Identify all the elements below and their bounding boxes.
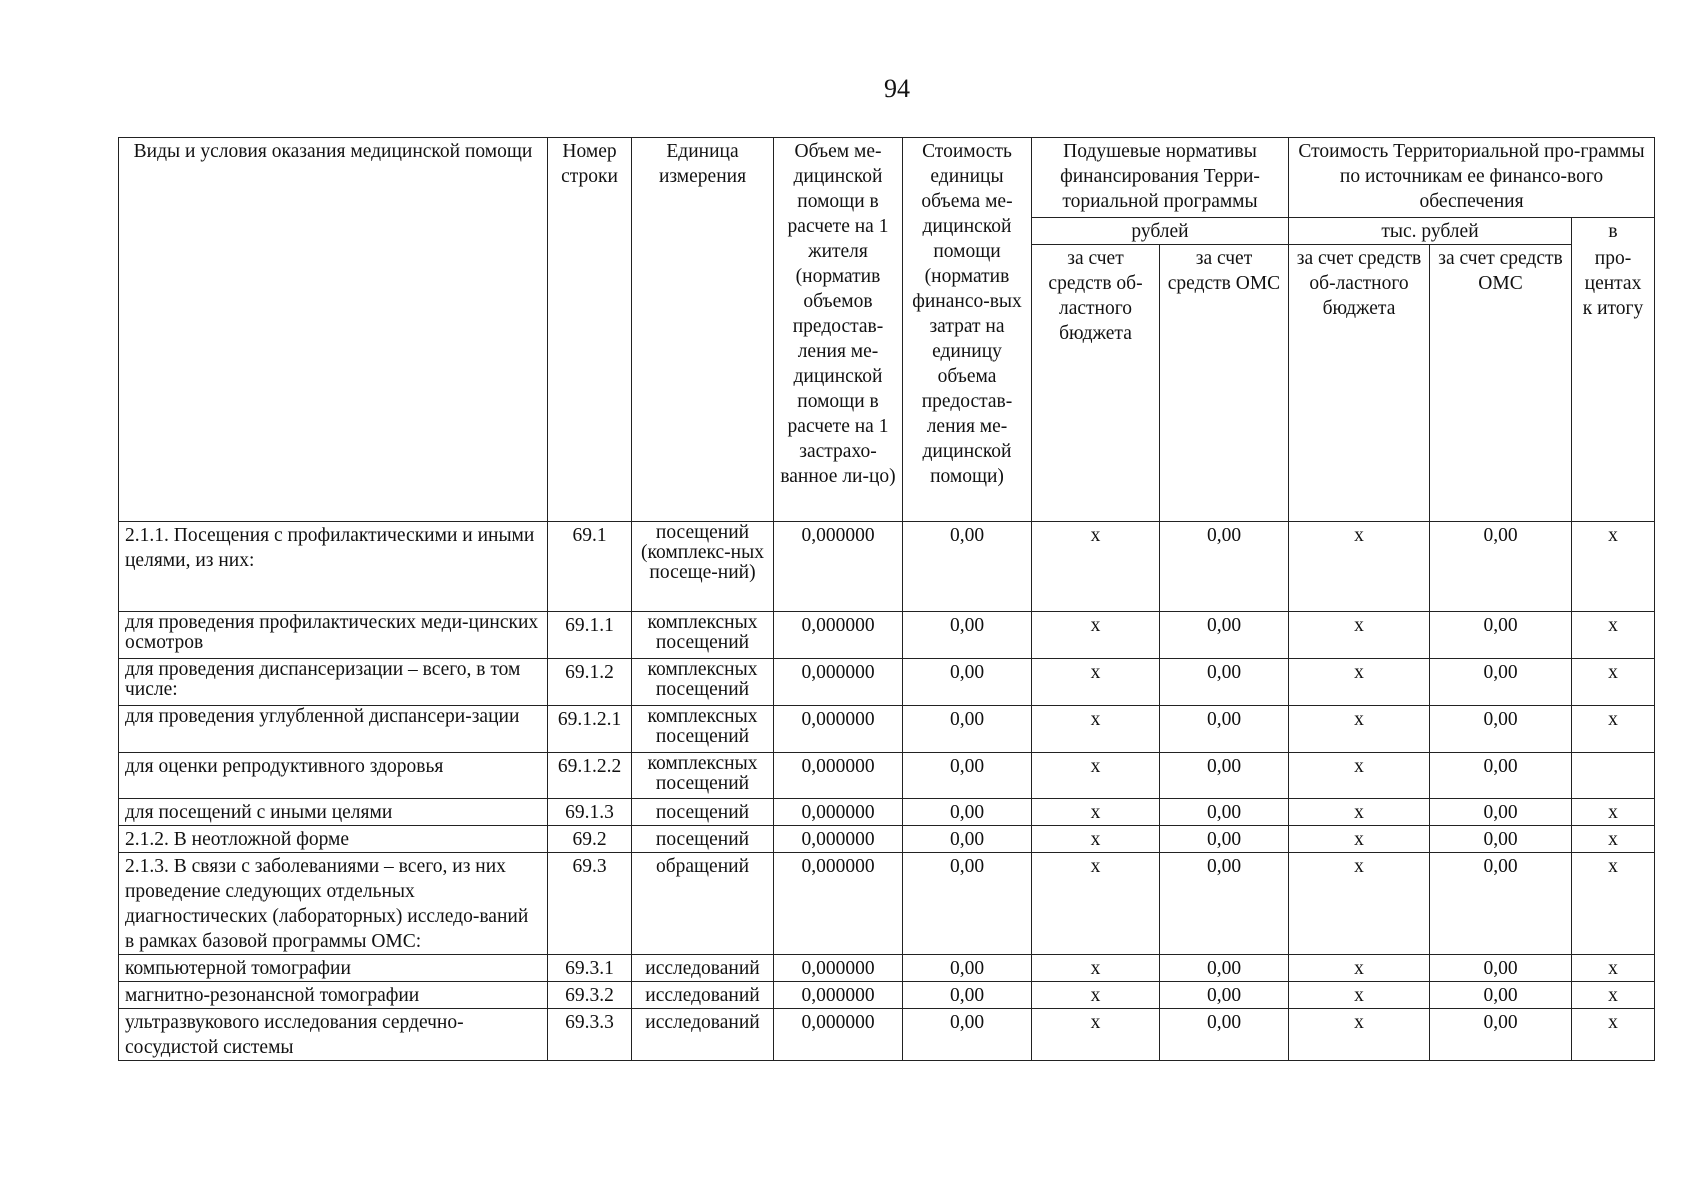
row-oms-norm: 0,00 [1160, 982, 1289, 1009]
table-row [119, 706, 1655, 753]
row-cost: 0,00 [903, 753, 1032, 799]
header-unit: Единица измерения [632, 138, 774, 522]
row-name: компьютерной томографии [119, 955, 548, 982]
table-row [119, 799, 1655, 826]
row-oms-norm: 0,00 [1160, 522, 1289, 612]
row-oms-norm: 0,00 [1160, 612, 1289, 659]
row-unit: исследований [632, 955, 774, 982]
row-volume: 0,000000 [774, 753, 903, 799]
row-regional-norm: х [1032, 612, 1160, 659]
row-number: 69.3.1 [548, 955, 632, 982]
row-regional-norm: х [1032, 706, 1160, 753]
row-percent: х [1572, 706, 1655, 753]
header-regional-budget-norm: за счет средств об-ластного бюджета [1032, 245, 1160, 522]
row-name: ультразвукового исследования сердечно-сосудистой системы [119, 1009, 548, 1061]
row-oms-cost: 0,00 [1430, 982, 1572, 1009]
row-name: 2.1.2. В неотложной форме [119, 826, 548, 853]
row-cost: 0,00 [903, 955, 1032, 982]
row-regional-cost: х [1289, 1009, 1430, 1061]
table-row [119, 826, 1655, 853]
row-percent: х [1572, 982, 1655, 1009]
row-regional-norm: х [1032, 982, 1160, 1009]
row-unit: комплексных посещений [632, 706, 774, 753]
header-oms-cost: за счет средств ОМС [1430, 245, 1572, 522]
row-percent: х [1572, 522, 1655, 612]
row-unit: комплексных посещений [632, 753, 774, 799]
row-regional-cost: х [1289, 799, 1430, 826]
row-oms-cost: 0,00 [1430, 853, 1572, 955]
row-name: 2.1.1. Посещения с профилактическими и иными целями, из них: [119, 522, 548, 612]
row-unit: посещений [632, 826, 774, 853]
row-unit: комплексных посещений [632, 612, 774, 659]
row-oms-norm: 0,00 [1160, 955, 1289, 982]
header-unit-rubles: рублей [1032, 218, 1289, 245]
table-row [119, 522, 1655, 612]
row-percent: х [1572, 1009, 1655, 1061]
row-regional-norm: х [1032, 955, 1160, 982]
header-volume: Объем ме-дицинской помощи в расчете на 1 жителя (норматив объемов предостав-ления ме-дицинской помощи в расчете на 1 застрахо-ванное ли-цо) [774, 138, 903, 522]
row-oms-cost: 0,00 [1430, 706, 1572, 753]
header-in-percent: про-центах к итогу [1572, 245, 1655, 522]
table-row [119, 982, 1655, 1009]
row-regional-cost: х [1289, 706, 1430, 753]
header-row-1 [119, 138, 1655, 218]
row-percent: х [1572, 659, 1655, 706]
row-oms-cost: 0,00 [1430, 659, 1572, 706]
row-volume: 0,000000 [774, 612, 903, 659]
row-oms-norm: 0,00 [1160, 659, 1289, 706]
row-number: 69.1.1 [548, 612, 632, 659]
row-regional-norm: х [1032, 522, 1160, 612]
header-in-percent-top: в [1572, 218, 1655, 245]
row-regional-norm: х [1032, 853, 1160, 955]
row-unit: комплексных посещений [632, 659, 774, 706]
row-regional-cost: х [1289, 522, 1430, 612]
row-percent: х [1572, 955, 1655, 982]
row-number: 69.1.2.2 [548, 753, 632, 799]
row-number: 69.3.2 [548, 982, 632, 1009]
row-number: 69.3 [548, 853, 632, 955]
row-unit: исследований [632, 982, 774, 1009]
page-number: 94 [884, 74, 910, 103]
row-volume: 0,000000 [774, 659, 903, 706]
row-cost: 0,00 [903, 1009, 1032, 1061]
row-regional-norm: х [1032, 753, 1160, 799]
row-name: 2.1.3. В связи с заболеваниями – всего, из них проведение следующих отдельных диагностических (лабораторных) исследо-ваний в рамках базовой программы ОМС: [119, 853, 548, 955]
row-name: для оценки репродуктивного здоровья [119, 753, 548, 799]
row-percent [1572, 753, 1655, 799]
row-volume: 0,000000 [774, 522, 903, 612]
row-volume: 0,000000 [774, 1009, 903, 1061]
row-name: для проведения профилактических меди-цинских осмотров [119, 612, 548, 659]
row-unit: исследований [632, 1009, 774, 1061]
row-name: для посещений с иными целями [119, 799, 548, 826]
table-row [119, 1009, 1655, 1061]
row-percent: х [1572, 853, 1655, 955]
header-regional-budget-cost: за счет средств об-ластного бюджета [1289, 245, 1430, 522]
row-number: 69.3.3 [548, 1009, 632, 1061]
row-oms-norm: 0,00 [1160, 706, 1289, 753]
table-row [119, 753, 1655, 799]
row-number: 69.1.2 [548, 659, 632, 706]
row-unit: обращений [632, 853, 774, 955]
row-oms-cost: 0,00 [1430, 826, 1572, 853]
row-oms-cost: 0,00 [1430, 522, 1572, 612]
row-cost: 0,00 [903, 659, 1032, 706]
row-cost: 0,00 [903, 612, 1032, 659]
header-oms-norm: за счет средств ОМС [1160, 245, 1289, 522]
row-oms-norm: 0,00 [1160, 1009, 1289, 1061]
row-oms-norm: 0,00 [1160, 753, 1289, 799]
row-regional-norm: х [1032, 1009, 1160, 1061]
row-name: для проведения диспансеризации – всего, в том числе: [119, 659, 548, 706]
row-percent: х [1572, 826, 1655, 853]
header-kinds-of-care: Виды и условия оказания медицинской помощи [119, 138, 548, 522]
row-cost: 0,00 [903, 522, 1032, 612]
row-volume: 0,000000 [774, 706, 903, 753]
row-oms-norm: 0,00 [1160, 853, 1289, 955]
row-regional-cost: х [1289, 612, 1430, 659]
table-row [119, 612, 1655, 659]
row-oms-cost: 0,00 [1430, 612, 1572, 659]
row-number: 69.1.2.1 [548, 706, 632, 753]
row-oms-cost: 0,00 [1430, 799, 1572, 826]
row-cost: 0,00 [903, 853, 1032, 955]
row-cost: 0,00 [903, 982, 1032, 1009]
row-regional-cost: х [1289, 659, 1430, 706]
row-regional-cost: х [1289, 982, 1430, 1009]
row-oms-norm: 0,00 [1160, 799, 1289, 826]
row-volume: 0,000000 [774, 853, 903, 955]
row-volume: 0,000000 [774, 799, 903, 826]
row-volume: 0,000000 [774, 955, 903, 982]
row-unit: посещений (комплекс-ных посеще-ний) [632, 522, 774, 612]
row-number: 69.2 [548, 826, 632, 853]
row-number: 69.1.3 [548, 799, 632, 826]
row-oms-cost: 0,00 [1430, 753, 1572, 799]
row-regional-cost: х [1289, 955, 1430, 982]
row-oms-cost: 0,00 [1430, 955, 1572, 982]
row-oms-norm: 0,00 [1160, 826, 1289, 853]
row-cost: 0,00 [903, 706, 1032, 753]
row-name: магнитно-резонансной томографии [119, 982, 548, 1009]
table-row [119, 853, 1655, 955]
header-unit-cost: Стоимость единицы объема ме-дицинской помощи (норматив финансо-вых затрат на единицу объема предостав-ления ме-дицинской помощи) [903, 138, 1032, 522]
row-cost: 0,00 [903, 799, 1032, 826]
row-name: для проведения углубленной диспансери-зации [119, 706, 548, 753]
row-percent: х [1572, 799, 1655, 826]
row-cost: 0,00 [903, 826, 1032, 853]
financing-table [118, 137, 1655, 1061]
row-regional-norm: х [1032, 799, 1160, 826]
row-number: 69.1 [548, 522, 632, 612]
header-per-capita-norms: Подушевые нормативы финансирования Терри-ториальной программы [1032, 138, 1289, 218]
row-regional-norm: х [1032, 826, 1160, 853]
row-unit: посещений [632, 799, 774, 826]
header-program-cost: Стоимость Территориальной про-граммы по источникам ее финансо-вого обеспечения [1289, 138, 1655, 218]
row-regional-norm: х [1032, 659, 1160, 706]
row-volume: 0,000000 [774, 982, 903, 1009]
row-percent: х [1572, 612, 1655, 659]
row-volume: 0,000000 [774, 826, 903, 853]
header-row-number: Номер строки [548, 138, 632, 522]
row-oms-cost: 0,00 [1430, 1009, 1572, 1061]
row-regional-cost: х [1289, 853, 1430, 955]
table-row [119, 955, 1655, 982]
row-regional-cost: х [1289, 826, 1430, 853]
header-unit-thousand-rubles: тыс. рублей [1289, 218, 1572, 245]
table-row [119, 659, 1655, 706]
row-regional-cost: х [1289, 753, 1430, 799]
